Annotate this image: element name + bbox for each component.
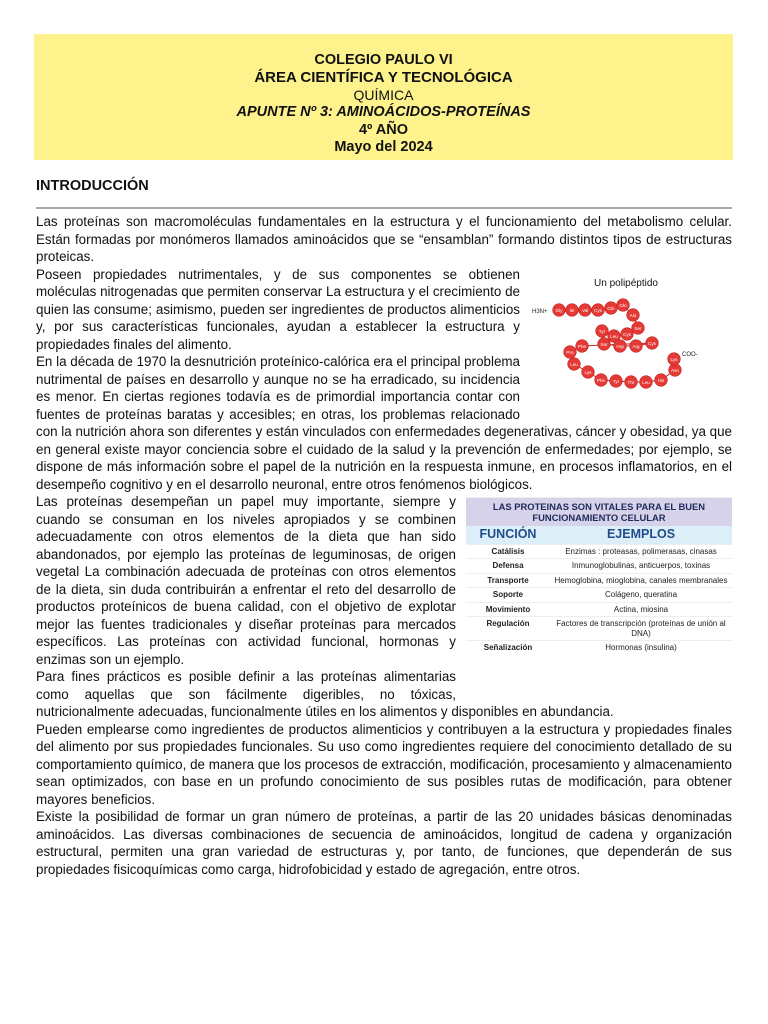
residue-label: Leu <box>570 361 578 367</box>
paragraph-7: Existe la posibilidad de formar un gran número de proteínas, a partir de las 20 unidades básicas denominadas aminoácidos. Las diversas combinaciones de secuencia de aminoácidos, longitud de cadena y organización estructural, permiten una gran variedad de estructuras y, por tanto, de funciones, que dependerán de sus propiedades fisicoquímicas como carga, hidrofobicidad y estado de agregación, entre otros. <box>36 809 732 877</box>
table-cell-function: Regulación <box>466 617 550 641</box>
residue-label: Lys <box>584 369 592 375</box>
table-cell-examples: Hemoglobina, mioglobina, canales membranales <box>550 573 732 588</box>
residue-label: Cys <box>623 331 631 337</box>
grade-label: 4º AÑO <box>358 121 409 138</box>
table-cell-examples: Actina, miosina <box>550 602 732 617</box>
residue-label: Asp <box>616 343 624 349</box>
table-header-examples: EJEMPLOS <box>550 526 732 544</box>
paragraph-4: Las proteínas desempeñan un papel muy importante, siempre y cuando se consuman en los niveles apropiados y se combinen adecuadamente con otros elementos de la dieta que han sido abandonados, por ejemplo las proteínas de leguminosas, de origen vegetal La combinación adecuada de proteínas con otros elementos de la dieta, sin duda contribuirán a enfrentar el reto del desarrollo de productos proteínicos de buena calidad, con el objetivo de explotar mejor las fuentes tradicionales y diseñar proteínas para mercados específicos. Las proteínas con actividad funcional, hormonas y enzimas son un ejemplo. <box>36 494 456 667</box>
table-cell-examples: Factores de transcripción (proteínas de unión al DNA) <box>550 617 732 641</box>
residue-label: Cys <box>648 340 656 346</box>
school-name: COLEGIO PAULO VI <box>314 52 453 68</box>
residue-label: Leu <box>610 333 618 339</box>
table-cell-function: Transporte <box>466 573 550 588</box>
area-name: ÁREA CIENTÍFICA Y TECNOLÓGICA <box>254 69 513 87</box>
table-cell-examples: Enzimas : proteasas, polimerasas, cinasas <box>550 544 732 559</box>
table-cell-function: Movimiento <box>466 602 550 617</box>
paragraph-5: Para fines prácticos es posible definir a las proteínas alimentarias como aquellas que son fácilmente digeribles, no tóxicas, nutricionalmente adecuadas, funcionalmente útiles en los alimentos y disponibles en abundancia. <box>36 669 614 719</box>
section-divider <box>36 207 732 209</box>
c-terminus-label: COO- <box>682 351 698 358</box>
document-header <box>34 34 733 160</box>
table-row <box>466 559 732 574</box>
residue-label: Ile <box>569 307 575 313</box>
document-body <box>36 213 732 878</box>
paragraph-3: En la década de 1970 la desnutrición proteínico-calórica era el principal problema nutrimental de países en desarrollo y aunque no se ha erradicado, su incidencia es menor. En ciertas regiones todavía es de primordial importancia contar con fuentes de proteínas baratas y accesibles; en otras, los problemas relacionado con la nutrición ahora son diferentes y están vinculados con enfermedades degenerativas, cáncer y obesidad, ya que en general existe mayor conciencia sobre el cuidado de la salud y la prevención de enfermedades; por ejemplo, se dispone de más información sobre el papel de la nutrición en la respuesta inmune, en procesos inflamatorios, en el desempeño cognitivo y en el desarrollo neuronal, entre otros fenómenos biológicos. <box>36 354 733 492</box>
residue-label: Val <box>581 307 589 313</box>
residue-label: Thr <box>627 379 635 385</box>
paragraph-2: Poseen propiedades nutrimentales, y de sus componentes se obtienen moléculas nitrogenadas que permiten conservar La estructura y el crecimiento de quien las consume; asimismo, pueden ser ingredientes de productos alimenticios y, por sus características funcionales, ayudan a establecer la estructura y propiedades finales del alimento. <box>36 266 520 352</box>
table-header-function: FUNCIÓN <box>466 526 550 544</box>
date-label: Mayo del 2024 <box>334 139 433 156</box>
residue-label: Leu <box>642 379 650 385</box>
residue-label: Gln <box>619 302 627 308</box>
polypeptide-diagram <box>530 266 732 408</box>
protein-function-table <box>466 497 732 678</box>
residue-label: Pro <box>566 349 574 355</box>
paragraph-6: Pueden emplearse como ingredientes de productos alimenticios y contribuyen a la estructura y propiedades finales del alimento por sus propiedades funcionales. Su uso como ingredientes requiere del conocimiento detallado de su comportamiento químico, de manera que los procesos de extracción, modificación, procesamiento y almacenamiento sean optimizados, con base en un profundo conocimiento de sus posibles rutas de modificación, para obtener mayores beneficios. <box>36 721 732 807</box>
section-title: INTRODUCCIÓN <box>36 178 149 194</box>
table-cell-function: Catálisis <box>466 544 550 559</box>
residue-label: Asn <box>671 367 679 373</box>
residue-label: Phe <box>577 343 587 349</box>
table-row <box>466 617 732 641</box>
n-terminus-label: H3N+ <box>532 308 548 315</box>
table-row <box>466 588 732 603</box>
residue-label: His <box>657 377 665 383</box>
residue-label: Phe <box>596 377 606 383</box>
residue-label: Tyr <box>598 328 606 334</box>
table-row <box>466 602 732 617</box>
table-cell-examples: Colágeno, queratina <box>550 588 732 603</box>
table-row <box>466 641 732 655</box>
table-cell-function: Señalización <box>466 641 550 655</box>
residue-label: Tyr <box>612 378 620 384</box>
residue-label: Lys <box>670 356 678 362</box>
residue-label: Ala <box>629 312 637 318</box>
function-table <box>466 497 732 655</box>
residue-label: Gln <box>607 305 615 311</box>
residue-label: Arg <box>632 343 640 349</box>
figure-title: Un polipéptido <box>594 277 658 289</box>
residue-label: Ser <box>634 325 642 331</box>
table-caption: LAS PROTEINAS SON VITALES PARA EL BUEN FUNCIONAMIENTO CELULAR <box>466 498 732 527</box>
table-cell-function: Defensa <box>466 559 550 574</box>
residue-label: Cys <box>594 307 602 313</box>
table-row <box>466 544 732 559</box>
residue-label: Ser <box>600 341 608 347</box>
table-row <box>466 573 732 588</box>
polypeptide-figure <box>530 266 732 408</box>
table-cell-examples: Hormonas (insulina) <box>550 641 732 655</box>
apunte-title: APUNTE Nº 3: AMINOÁCIDOS-PROTEÍNAS <box>236 104 531 121</box>
table-cell-function: Soporte <box>466 588 550 603</box>
table-cell-examples: Inmunoglobulinas, anticuerpos, toxinas <box>550 559 732 574</box>
paragraph-1: Las proteínas son macromoléculas fundamentales en la estructura y el funcionamiento del metabolismo celular. Están formadas por monómeros llamados aminoácidos que se “ensamblan” formando distintos tipos de estructuras proteicas. <box>36 214 732 264</box>
residue-label: Gly <box>555 307 563 313</box>
subject-name: QUÍMICA <box>353 86 414 103</box>
